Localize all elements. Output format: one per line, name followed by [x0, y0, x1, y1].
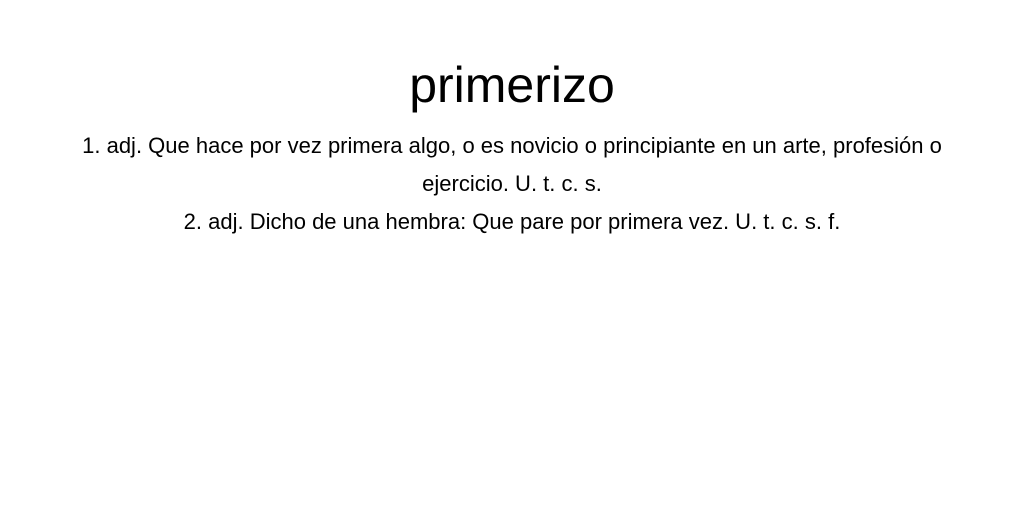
definition-item: 1. adj. Que hace por vez primera algo, o es novicio o principiante en un arte, profesión o ejercicio. U. t. c. s. [82, 133, 942, 196]
definition-item: 2. adj. Dicho de una hembra: Que pare por primera vez. U. t. c. s. f. [183, 209, 841, 234]
headword: primerizo [409, 57, 615, 113]
definition-list [80, 127, 944, 241]
